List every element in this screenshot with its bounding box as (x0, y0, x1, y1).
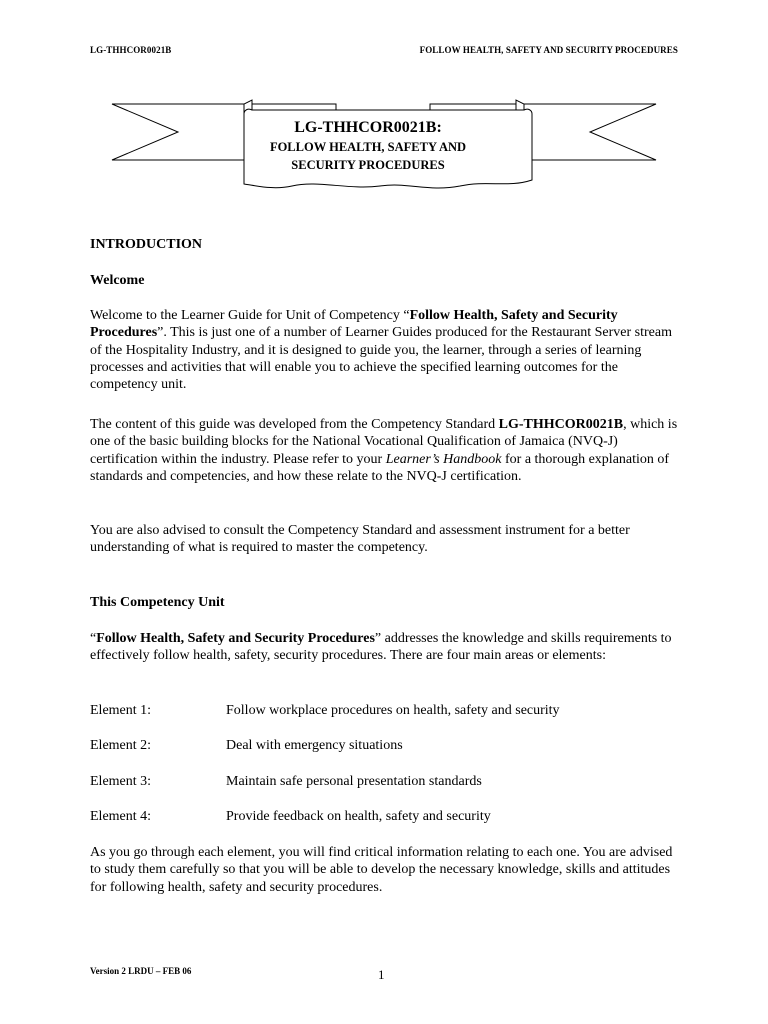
element-description: Follow workplace procedures on health, safety and security (226, 703, 560, 718)
element-description: Maintain safe personal presentation standards (226, 774, 482, 789)
page-number: 1 (378, 967, 385, 982)
welcome-heading: Welcome (90, 273, 145, 288)
welcome-paragraph (90, 307, 685, 393)
unit-title-bold: Follow Health, Safety and Security Procedures (90, 308, 618, 341)
banner-subtitle-line1: FOLLOW HEALTH, SAFETY AND (269, 140, 467, 154)
element-label: Element 1: (90, 703, 152, 718)
banner-caption (240, 118, 496, 174)
footer-version: Version 2 LRDU – FEB 06 (90, 966, 192, 976)
unit-name-bold: Follow Health, Safety and Security Procedures (96, 631, 375, 646)
element-label: Element 2: (90, 738, 152, 753)
closing-paragraph: As you go through each element, you will find critical information relating to each one. You are advised to study them carefully so that you will be able to develop the necessary knowledge, skills and attitudes for following health, safety and security procedures. (90, 845, 673, 895)
handbook-title-italic: Learner’s Handbook (385, 451, 502, 467)
element-description: Provide feedback on health, safety and security (226, 809, 491, 824)
element-label: Element 3: (90, 774, 152, 789)
standard-text-3: for a thorough explanation of standards and competencies, and how these relate to the NVQ-J certification. (90, 451, 670, 484)
header-unit-code: LG-THHCOR0021B (90, 45, 172, 55)
banner-title: LG-THHCOR0021B: (294, 119, 442, 136)
header-unit-title: FOLLOW HEALTH, SAFETY AND SECURITY PROCEDURES (419, 45, 678, 55)
element-description: Deal with emergency situations (226, 738, 403, 753)
introduction-heading: INTRODUCTION (90, 237, 203, 252)
competency-unit-paragraph (90, 630, 685, 665)
advice-paragraph: You are also advised to consult the Competency Standard and assessment instrument for a better understanding of what is required to master the competency. (90, 523, 630, 556)
standard-text-2: , which is one of the basic building blocks for the National Vocational Qualification of Jamaica (NVQ-J) certification within the industry. Please refer to your (90, 417, 678, 467)
element-label: Element 4: (90, 809, 152, 824)
competency-unit-heading: This Competency Unit (90, 595, 225, 610)
welcome-text-1: Welcome to the Learner Guide for Unit of Competency “ (90, 308, 410, 323)
banner-subtitle-line2: SECURITY PROCEDURES (291, 158, 445, 172)
standard-text-1: The content of this guide was developed from the Competency Standard (90, 417, 499, 432)
standard-paragraph (90, 416, 685, 485)
welcome-text-2: ”. This is just one of a number of Learner Guides produced for the Restaurant Server stream of the Hospitality Industry, and it is designed to guide you, the learner, through a series of learning processes and activities that will enable you to achieve the specified learning outcomes for the competency unit. (90, 325, 672, 393)
standard-code-bold: LG-THHCOR0021B (498, 417, 624, 432)
unit-text-1: “ (90, 631, 97, 646)
unit-text-2: ” addresses the knowledge and skills requirements to effectively follow health, safety, security procedures. There are four main areas or elements: (90, 631, 672, 664)
